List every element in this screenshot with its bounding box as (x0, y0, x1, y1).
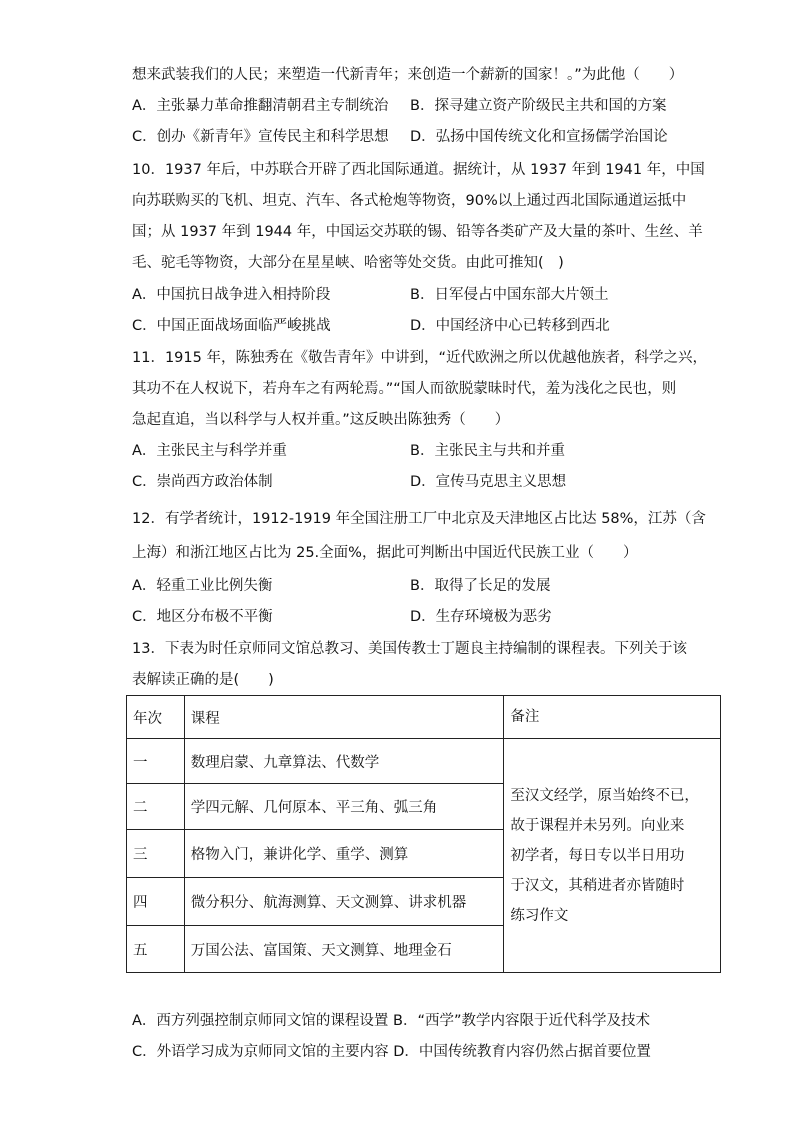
note-cell (504, 739, 721, 973)
q11-option-a[interactable]: A．主张民主与科学并重 (132, 443, 287, 459)
q9-option-b[interactable]: B．探寻建立资产阶级民主共和国的方案 (410, 98, 667, 114)
note-line: 于汉文，其稍进者亦皆随时 (510, 877, 685, 894)
note-line: 故于课程并未另列。向业来 (510, 817, 685, 834)
q13-options-line-ab[interactable]: A．西方列强控制京师同文馆的课程设置 B．“西学”教学内容限于近代科学及技术 (132, 1013, 650, 1029)
q10-stem-line: 10．1937 年后，中苏联合开辟了西北国际通道。据统计，从 1937 年到 1941 年，中国 (132, 162, 705, 178)
note-line: 练习作文 (510, 907, 569, 924)
header-year: 年次 (127, 696, 185, 739)
q9-option-c[interactable]: C．创办《新青年》宣传民主和科学思想 (132, 129, 389, 145)
header-courses: 课程 (184, 696, 504, 739)
q10-option-a[interactable]: A．中国抗日战争进入相持阶段 (132, 287, 331, 303)
header-note: 备注 (504, 696, 721, 739)
curriculum-table (126, 695, 721, 973)
q12-stem-line: 12．有学者统计，1912-1919 年全国注册工厂中北京及天津地区占比达 58%，江苏（含 (132, 511, 706, 527)
q10-stem-line: 向苏联购买的飞机、坦克、汽车、各式枪炮等物资，90%以上通过西北国际通道运抵中 (132, 193, 687, 209)
q10-stem-line: 国；从 1937 年到 1944 年，中国运交苏联的锡、铅等各类矿产及大量的茶叶、生丝、羊 (132, 224, 703, 240)
row-courses: 学四元解、几何原本、平三角、弧三角 (184, 784, 504, 830)
q11-stem-line: 其功不在人权说下，若舟车之有两轮焉。”“国人而欲脱蒙昧时代，羞为浅化之民也，则 (132, 381, 677, 397)
row-courses: 万国公法、富国策、天文测算、地理金石 (184, 926, 504, 973)
q11-stem-line: 急起直追，当以科学与人权并重。”这反映出陈独秀（ ） (132, 412, 510, 428)
q10-option-c[interactable]: C．中国正面战场面临严峻挑战 (132, 318, 331, 334)
table-header-row (127, 696, 721, 739)
q12-option-b[interactable]: B．取得了长足的发展 (410, 578, 551, 594)
q13-stem-line: 13．下表为时任京师同文馆总教习、美国传教士丁题良主持编制的课程表。下列关于该 (132, 641, 687, 657)
row-courses: 微分积分、航海测算、天文测算、讲求机器 (184, 878, 504, 926)
row-year: 二 (127, 784, 185, 830)
q13-options-line-cd[interactable]: C．外语学习成为京师同文馆的主要内容 D．中国传统教育内容仍然占据首要位置 (132, 1044, 651, 1060)
row-year: 四 (127, 878, 185, 926)
q12-stem-line: 上海）和浙江地区占比为 25.全面%，据此可判断出中国近代民族工业（ ） (132, 545, 638, 561)
q12-option-a[interactable]: A．轻重工业比例失衡 (132, 578, 273, 594)
q10-stem-line: 毛、驼毛等物资，大部分在星星峡、哈密等处交货。由此可推知( ) (132, 255, 564, 271)
q12-option-d[interactable]: D．生存环境极为恶劣 (410, 609, 552, 625)
row-courses: 数理启蒙、九章算法、代数学 (184, 739, 504, 784)
q9-option-a[interactable]: A．主张暴力革命推翻清朝君主专制统治 (132, 98, 389, 114)
q10-option-d[interactable]: D．中国经济中心已转移到西北 (410, 318, 610, 334)
q13-stem-line: 表解读正确的是( ) (132, 672, 274, 688)
row-courses: 格物入门，兼讲化学、重学、测算 (184, 830, 504, 878)
q10-option-b[interactable]: B．日军侵占中国东部大片领土 (410, 287, 609, 303)
q11-option-c[interactable]: C．崇尚西方政治体制 (132, 474, 273, 490)
q11-option-b[interactable]: B．主张民主与共和并重 (410, 443, 565, 459)
q11-option-d[interactable]: D．宣传马克思主义思想 (410, 474, 567, 490)
note-line: 至汉文经学，原当始终不已， (510, 787, 699, 804)
q9-option-d[interactable]: D．弘扬中国传统文化和宣扬儒学治国论 (410, 129, 668, 145)
q9-stem-tail: 想来武装我们的人民；来塑造一代新青年；来创造一个薪新的国家！。”为此他（ ） (132, 67, 684, 83)
row-year: 五 (127, 926, 185, 973)
q12-option-c[interactable]: C．地区分布极不平衡 (132, 609, 273, 625)
note-line: 初学者，每日专以半日用功 (510, 847, 685, 864)
q11-stem-line: 11．1915 年，陈独秀在《敬告青年》中讲到，“近代欧洲之所以优越他族者，科学之兴， (132, 350, 707, 366)
row-year: 三 (127, 830, 185, 878)
row-year: 一 (127, 739, 185, 784)
table-row (127, 739, 721, 784)
